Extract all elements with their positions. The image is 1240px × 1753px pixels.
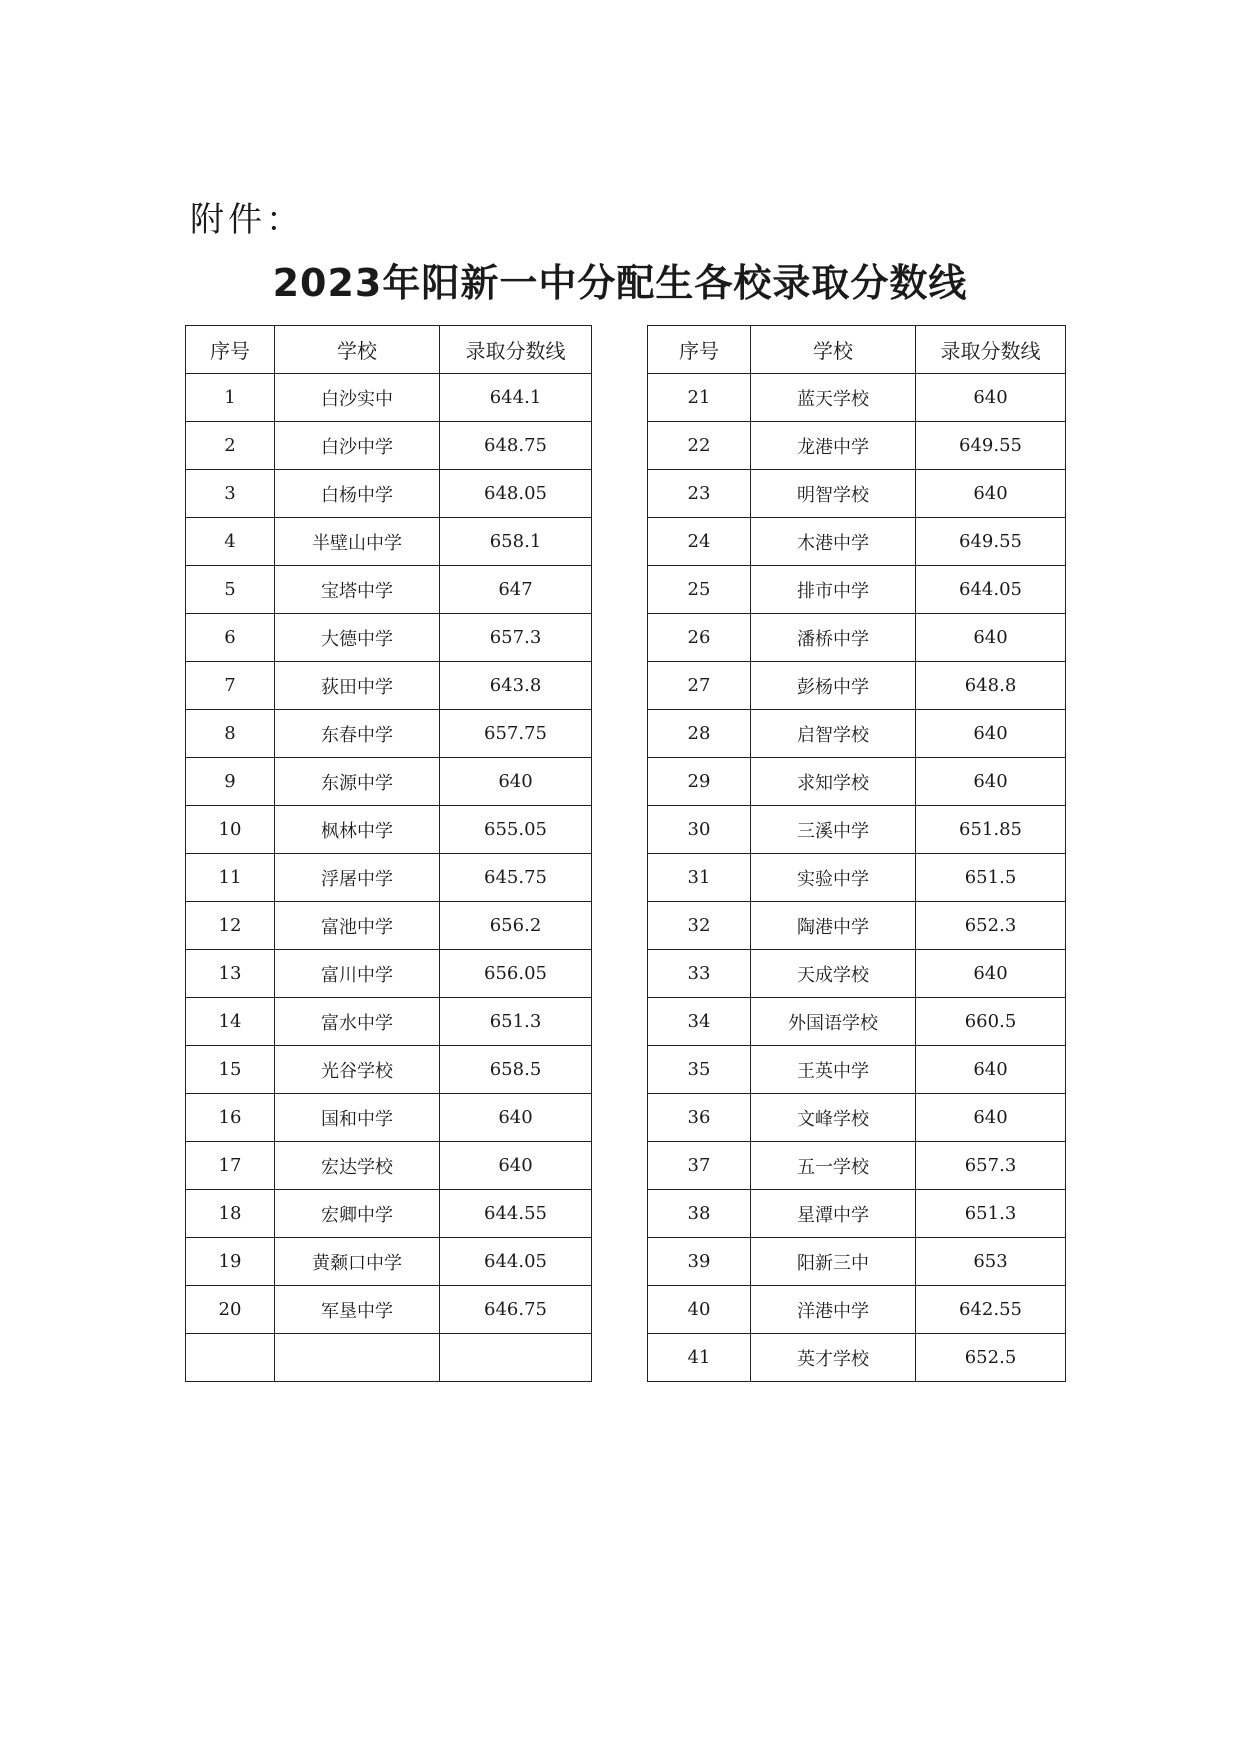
cell-score: 644.05 [916, 566, 1066, 614]
cell-school: 彭杨中学 [751, 662, 916, 710]
cell-score: 640 [916, 470, 1066, 518]
cell-score: 640 [916, 374, 1066, 422]
cell-school: 外国语学校 [751, 998, 916, 1046]
cell-school: 光谷学校 [275, 1046, 440, 1094]
table-row [648, 854, 1066, 902]
cell-score: 640 [440, 1142, 592, 1190]
cell-score: 640 [916, 710, 1066, 758]
table-row [186, 662, 592, 710]
cell-school: 白杨中学 [275, 470, 440, 518]
cell-score: 647 [440, 566, 592, 614]
table-row [648, 470, 1066, 518]
cell-score: 640 [916, 1094, 1066, 1142]
cell-index: 2 [186, 422, 275, 470]
cell-score: 655.05 [440, 806, 592, 854]
cell-score: 646.75 [440, 1286, 592, 1334]
cell-index: 31 [648, 854, 751, 902]
cell-score: 651.3 [440, 998, 592, 1046]
cell-index: 30 [648, 806, 751, 854]
cell-score: 640 [916, 758, 1066, 806]
table-row [186, 806, 592, 854]
cell-index: 36 [648, 1094, 751, 1142]
cell-school: 陶港中学 [751, 902, 916, 950]
table-row [186, 710, 592, 758]
cell-index: 38 [648, 1190, 751, 1238]
cell-index: 25 [648, 566, 751, 614]
cell-school: 富川中学 [275, 950, 440, 998]
table-row [186, 854, 592, 902]
cell-index: 5 [186, 566, 275, 614]
cell-index: 8 [186, 710, 275, 758]
table-row [186, 758, 592, 806]
cell-school: 三溪中学 [751, 806, 916, 854]
table-row [186, 1238, 592, 1286]
cell-index: 6 [186, 614, 275, 662]
cell-score: 644.1 [440, 374, 592, 422]
cell-school: 木港中学 [751, 518, 916, 566]
cell-score: 649.55 [916, 422, 1066, 470]
cell-index: 7 [186, 662, 275, 710]
attachment-label: 附件： [190, 200, 304, 240]
cell-school: 蓝天学校 [751, 374, 916, 422]
cell-index: 28 [648, 710, 751, 758]
cell-index: 24 [648, 518, 751, 566]
cell-score: 656.05 [440, 950, 592, 998]
cell-score: 657.75 [440, 710, 592, 758]
table-row [186, 614, 592, 662]
cell-index: 37 [648, 1142, 751, 1190]
cell-index: 39 [648, 1238, 751, 1286]
cell-school: 求知学校 [751, 758, 916, 806]
column-header-index: 序号 [648, 326, 751, 374]
cell-score: 651.3 [916, 1190, 1066, 1238]
table-row [648, 374, 1066, 422]
cell-school: 星潭中学 [751, 1190, 916, 1238]
cell-index: 21 [648, 374, 751, 422]
table-header-row [186, 326, 592, 374]
cell-score: 656.2 [440, 902, 592, 950]
table-row [648, 1190, 1066, 1238]
table-row [186, 1190, 592, 1238]
cell-index: 34 [648, 998, 751, 1046]
table-header-row [648, 326, 1066, 374]
cell-school: 龙港中学 [751, 422, 916, 470]
cell-score: 642.55 [916, 1286, 1066, 1334]
cell-score: 648.75 [440, 422, 592, 470]
cell-score: 648.05 [440, 470, 592, 518]
cell-index: 9 [186, 758, 275, 806]
page-title: 2023年阳新一中分配生各校录取分数线 [272, 261, 968, 305]
table-row [648, 1142, 1066, 1190]
table-row [186, 950, 592, 998]
cell-score: 657.3 [916, 1142, 1066, 1190]
table-row [648, 806, 1066, 854]
cell-index: 13 [186, 950, 275, 998]
cell-index: 20 [186, 1286, 275, 1334]
table-row [648, 518, 1066, 566]
cell-index: 35 [648, 1046, 751, 1094]
cell-school: 东源中学 [275, 758, 440, 806]
cell-school: 白沙实中 [275, 374, 440, 422]
table-row [186, 1094, 592, 1142]
table-row [186, 1046, 592, 1094]
cell-index: 23 [648, 470, 751, 518]
cell-index: 27 [648, 662, 751, 710]
cell-index: 10 [186, 806, 275, 854]
cell-index: 29 [648, 758, 751, 806]
cell-index: 11 [186, 854, 275, 902]
table-row [186, 1142, 592, 1190]
cell-score: 652.3 [916, 902, 1066, 950]
cell-score: 653 [916, 1238, 1066, 1286]
table-row [648, 710, 1066, 758]
cell-school [275, 1334, 440, 1382]
cell-school: 宏卿中学 [275, 1190, 440, 1238]
table-row [186, 1286, 592, 1334]
table-row [186, 518, 592, 566]
cell-score: 657.3 [440, 614, 592, 662]
cell-index: 4 [186, 518, 275, 566]
cell-score: 652.5 [916, 1334, 1066, 1382]
cell-index: 32 [648, 902, 751, 950]
cell-score: 643.8 [440, 662, 592, 710]
score-table-right [647, 325, 1066, 1382]
table-row [186, 998, 592, 1046]
cell-score: 640 [916, 614, 1066, 662]
cell-school: 荻田中学 [275, 662, 440, 710]
cell-school: 王英中学 [751, 1046, 916, 1094]
cell-index: 15 [186, 1046, 275, 1094]
cell-school: 军垦中学 [275, 1286, 440, 1334]
table-row [186, 422, 592, 470]
cell-index [186, 1334, 275, 1382]
column-header-score: 录取分数线 [440, 326, 592, 374]
cell-score: 640 [440, 758, 592, 806]
cell-index: 41 [648, 1334, 751, 1382]
table-row [648, 422, 1066, 470]
cell-school: 五一学校 [751, 1142, 916, 1190]
cell-index: 16 [186, 1094, 275, 1142]
cell-school: 黄颡口中学 [275, 1238, 440, 1286]
cell-index: 12 [186, 902, 275, 950]
cell-score [440, 1334, 592, 1382]
cell-school: 文峰学校 [751, 1094, 916, 1142]
table-row [648, 614, 1066, 662]
cell-score: 640 [916, 950, 1066, 998]
table-row [648, 1334, 1066, 1382]
cell-score: 640 [440, 1094, 592, 1142]
table-row [648, 1094, 1066, 1142]
cell-score: 644.55 [440, 1190, 592, 1238]
cell-index: 18 [186, 1190, 275, 1238]
cell-school: 富池中学 [275, 902, 440, 950]
cell-school: 枫林中学 [275, 806, 440, 854]
column-header-score: 录取分数线 [916, 326, 1066, 374]
cell-school: 东春中学 [275, 710, 440, 758]
cell-school: 大德中学 [275, 614, 440, 662]
cell-school: 启智学校 [751, 710, 916, 758]
score-table-left [185, 325, 592, 1382]
cell-school: 阳新三中 [751, 1238, 916, 1286]
cell-school: 白沙中学 [275, 422, 440, 470]
column-header-index: 序号 [186, 326, 275, 374]
cell-score: 644.05 [440, 1238, 592, 1286]
table-row [648, 758, 1066, 806]
cell-score: 660.5 [916, 998, 1066, 1046]
cell-school: 潘桥中学 [751, 614, 916, 662]
cell-school: 浮屠中学 [275, 854, 440, 902]
column-header-school: 学校 [275, 326, 440, 374]
cell-school: 明智学校 [751, 470, 916, 518]
cell-score: 651.5 [916, 854, 1066, 902]
cell-index: 14 [186, 998, 275, 1046]
cell-score: 648.8 [916, 662, 1066, 710]
table-row [648, 902, 1066, 950]
cell-index: 33 [648, 950, 751, 998]
cell-school: 富水中学 [275, 998, 440, 1046]
cell-index: 17 [186, 1142, 275, 1190]
cell-school: 实验中学 [751, 854, 916, 902]
table-row [186, 902, 592, 950]
cell-school: 半壁山中学 [275, 518, 440, 566]
cell-score: 658.1 [440, 518, 592, 566]
table-row [648, 662, 1066, 710]
cell-score: 645.75 [440, 854, 592, 902]
cell-index: 22 [648, 422, 751, 470]
table-row [648, 1238, 1066, 1286]
table-row [186, 1334, 592, 1382]
column-header-school: 学校 [751, 326, 916, 374]
cell-school: 宝塔中学 [275, 566, 440, 614]
table-row [186, 566, 592, 614]
cell-index: 26 [648, 614, 751, 662]
cell-score: 640 [916, 1046, 1066, 1094]
cell-index: 3 [186, 470, 275, 518]
table-row [648, 566, 1066, 614]
table-row [648, 950, 1066, 998]
cell-score: 649.55 [916, 518, 1066, 566]
cell-index: 1 [186, 374, 275, 422]
table-row [648, 998, 1066, 1046]
table-row [186, 470, 592, 518]
cell-school: 宏达学校 [275, 1142, 440, 1190]
table-row [648, 1286, 1066, 1334]
cell-school: 英才学校 [751, 1334, 916, 1382]
cell-score: 651.85 [916, 806, 1066, 854]
cell-school: 洋港中学 [751, 1286, 916, 1334]
cell-score: 658.5 [440, 1046, 592, 1094]
cell-index: 19 [186, 1238, 275, 1286]
cell-index: 40 [648, 1286, 751, 1334]
cell-school: 排市中学 [751, 566, 916, 614]
table-row [186, 374, 592, 422]
table-row [648, 1046, 1066, 1094]
cell-school: 国和中学 [275, 1094, 440, 1142]
cell-school: 天成学校 [751, 950, 916, 998]
